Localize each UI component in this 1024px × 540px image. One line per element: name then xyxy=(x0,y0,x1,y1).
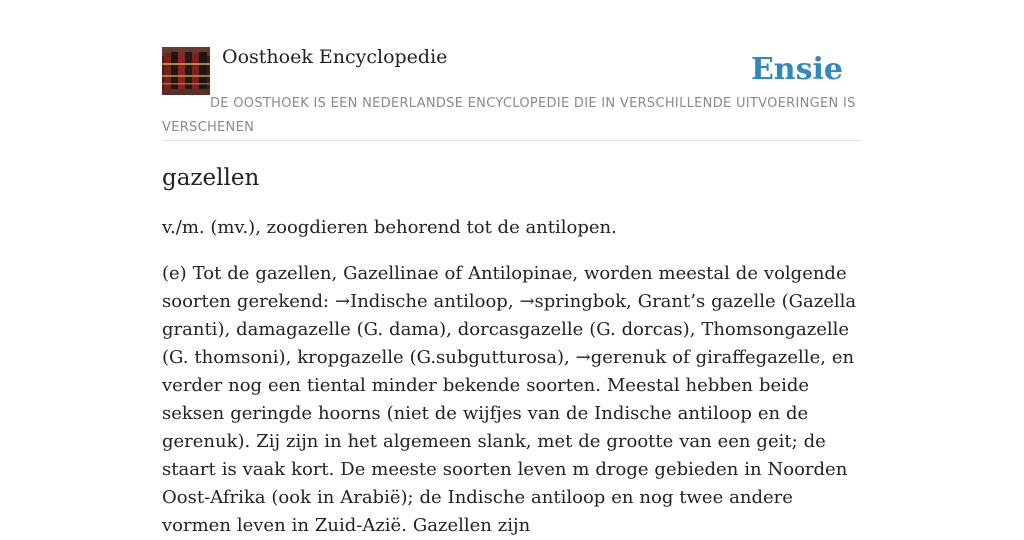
book-spines-icon[interactable] xyxy=(162,47,210,95)
page-title: gazellen xyxy=(162,165,260,191)
brand-logo[interactable]: Ensie xyxy=(750,52,843,87)
site-header xyxy=(162,46,862,141)
entry-content xyxy=(162,162,862,540)
site-tagline: DE OOSTHOEK IS EEN NEDERLANDSE ENCYCLOPEDIE DIE IN VERSCHILLENDE UITVOERINGEN IS VERSCHENEN xyxy=(162,96,856,135)
entry-definition: v./m. (mv.), zoogdieren behorend tot de antilopen. xyxy=(162,217,617,238)
site-name[interactable]: Oosthoek Encyclopedie xyxy=(222,46,448,68)
entry-body: (e) Tot de gazellen, Gazellinae of Antilopinae, worden meestal de volgende soorten gerekend: →Indische antiloop, →springbok, Grant’s gazelle (Gazella granti), damagazelle (G. dama), dorcasgazelle (G. dorcas), Thomsongazelle (G. thomsoni), kropgazelle (G.subgutturosa), →gerenuk of giraffegazelle, en verder nog een tiental minder bekende soorten. Meestal hebben beide seksen geringde hoorns (niet de wijfjes van de Indische antiloop en de gerenuk). Zij zijn in het algemeen slank, met de grootte van een geit; de staart is vaak kort. De meeste soorten leven m droge gebieden in Noorden Oost-Afrika (ook in Arabië); de Indische antiloop en nog twee andere vormen leven in Zuid-Azië. Gazellen zijn xyxy=(162,263,857,536)
